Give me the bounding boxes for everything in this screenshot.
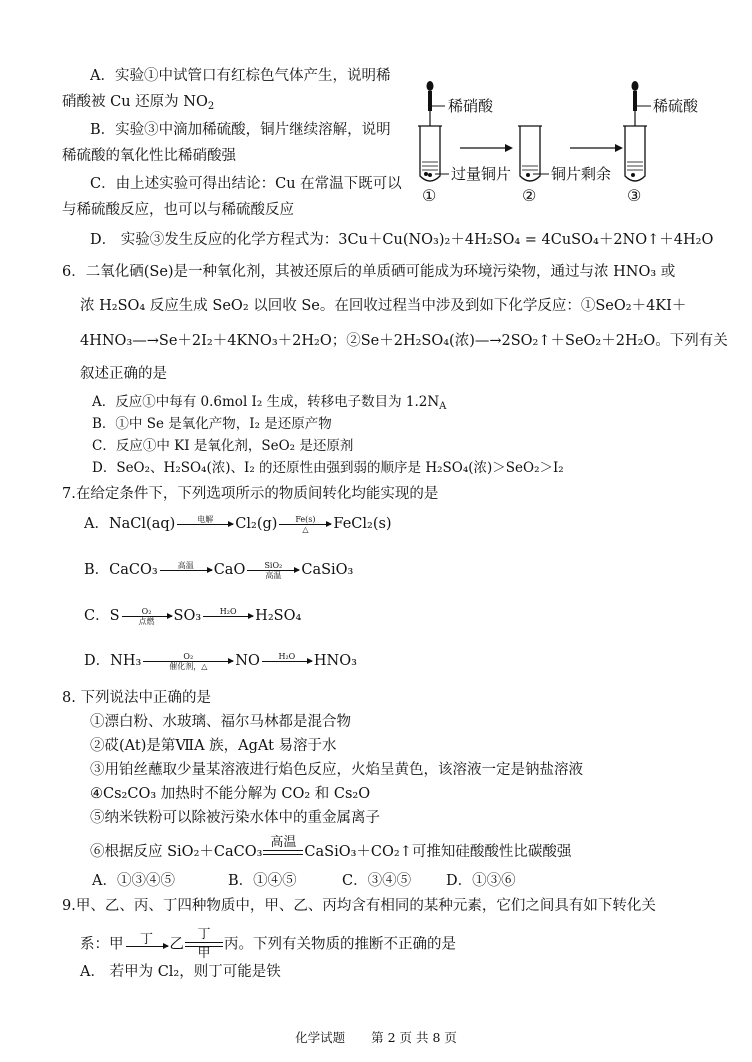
- label-tube-1: ①: [422, 186, 437, 205]
- q5-option-b-line2: 稀硫酸的氧化性比稀硝酸强: [62, 148, 236, 164]
- q9-l2-post: 丙。下列有关物质的推断不正确的是: [224, 936, 456, 953]
- q6-a-sub: A: [439, 401, 447, 412]
- q5-option-c-line1: C．由上述实验可得出结论：Cu 在常温下既可以: [90, 176, 402, 192]
- q5-a2-text: 硝酸被 Cu 还原为 NO: [62, 94, 208, 110]
- q6-option-b: B．①中 Se 是氧化产物，I₂ 是还原产物: [92, 416, 332, 432]
- q6-stem-line2: 浓 H₂SO₄ 反应生成 SeO₂ 以回收 Se。在回收过程当中涉及到如下化学反应：①SeO₂＋4KI＋: [80, 298, 687, 314]
- q5-option-a-line1: A．实验①中试管口有红棕色气体产生，说明稀: [90, 68, 391, 84]
- q8-s6-post: CaSiO₃＋CO₂↑可推知硅酸酸性比碳酸强: [304, 844, 572, 860]
- q7-d-arrow1: O₂ 催化剂，△: [143, 652, 233, 671]
- label-tube-3: ③: [627, 186, 642, 205]
- test-tube-3: [623, 126, 647, 181]
- q8-option-c: C．③④⑤: [342, 873, 412, 889]
- label-excess-copper: 过量铜片: [451, 165, 512, 183]
- label-dilute-sulfuric: 稀硫酸: [653, 97, 699, 115]
- q8-statement-1: ①漂白粉、水玻璃、福尔马林都是混合物: [90, 714, 351, 730]
- q7-b-arrow2: SiO₂ 高温: [247, 561, 299, 580]
- footer-subject: 化学试题: [295, 1030, 346, 1045]
- q7-stem: 7.在给定条件下，下列选项所示的物质间转化均能实现的是: [62, 486, 439, 502]
- q8-stem: 8. 下列说法中正确的是: [62, 690, 211, 706]
- label-dilute-nitric: 稀硝酸: [448, 97, 494, 115]
- q6-option-a: [92, 392, 446, 412]
- q7-a-pre: A．NaCl(aq): [84, 516, 176, 532]
- q8-option-b: B．①④⑤: [228, 873, 297, 889]
- q7-d-end: HNO₃: [313, 653, 357, 669]
- q7-d-pre: D．NH₃: [84, 653, 142, 669]
- q8-option-a: A．①③④⑤: [92, 873, 175, 889]
- q6-stem-line1: 6．二氧化硒(Se)是一种氧化剂，其被还原后的单质硒可能成为环境污染物，通过与浓 HNO₃ 或: [62, 264, 676, 280]
- q6-option-d: D．SeO₂、H₂SO₄(浓)、I₂ 的还原性由强到弱的顺序是 H₂SO₄(浓)＞SeO₂＞I₂: [92, 460, 564, 476]
- q8-statement-6: [90, 834, 572, 862]
- q7-a-arrow2: Fe(s) △: [279, 515, 331, 534]
- q9-l2-pre: 系：甲: [80, 936, 124, 953]
- q5-option-d: D． 实验③发生反应的化学方程式为：3Cu＋Cu(NO₃)₂＋4H₂SO₄ = 4CuSO₄＋2NO↑＋4H₂O: [90, 232, 714, 248]
- q7-d-mid: NO: [235, 653, 260, 669]
- q7-option-d: [84, 651, 357, 671]
- q7-option-b: [84, 560, 353, 580]
- q6-option-c: C．反应①中 KI 是氧化剂，SeO₂ 是还原剂: [92, 438, 354, 454]
- q7-a-mid: Cl₂(g): [235, 516, 278, 532]
- q8-statement-5: ⑤纳米铁粉可以除被污染水体中的重金属离子: [90, 810, 380, 826]
- q6-stem-line4: 叙述正确的是: [80, 366, 167, 382]
- q7-b-arrow1: 高温: [160, 561, 212, 580]
- q7-b-mid: CaO: [213, 562, 246, 578]
- footer-page-number: 第 2 页 共 8 页: [371, 1030, 457, 1045]
- q8-option-d: D．①③⑥: [446, 873, 516, 889]
- q9-arrow2: 丁 甲: [185, 928, 223, 961]
- q8-statement-3: ③用铂丝蘸取少量某溶液进行焰色反应，火焰呈黄色，该溶液一定是钠盐溶液: [90, 762, 583, 778]
- q6-a-text: A．反应①中每有 0.6mol I₂ 生成，转移电子数目为 1.2N: [92, 394, 440, 410]
- q7-c-arrow2: H₂O: [203, 607, 253, 626]
- q5-option-b-line1: B．实验③中滴加稀硫酸，铜片继续溶解，说明: [90, 122, 391, 138]
- q7-c-arrow1: O₂ 点燃: [122, 607, 172, 626]
- label-copper-left: 铜片剩余: [551, 165, 612, 183]
- q5-a2-sub: 2: [207, 101, 215, 112]
- q7-c-pre: C．S: [84, 608, 120, 624]
- q8-statement-4: ④Cs₂CO₃ 加热时不能分解为 CO₂ 和 Cs₂O: [90, 786, 371, 802]
- q7-d-arrow2: H₂O: [262, 652, 312, 671]
- q8-s6-condition: 高温: [263, 836, 303, 855]
- test-tube-1: [418, 126, 442, 181]
- q8-statement-2: ②砹(At)是第ⅦA 族，AgAt 易溶于水: [90, 738, 337, 754]
- q9-option-a: A． 若甲为 Cl₂，则丁可能是铁: [80, 964, 281, 980]
- q5-option-a-line2: [62, 92, 214, 112]
- q7-b-pre: B．CaCO₃: [84, 562, 158, 578]
- dropper-3: [632, 81, 652, 126]
- label-tube-2: ②: [522, 186, 537, 205]
- dropper-1: [427, 81, 446, 126]
- page-footer: [0, 1028, 752, 1046]
- q6-stem-line3: 4HNO₃—→Se＋2I₂＋4KNO₃＋2H₂O；②Se＋2H₂SO₄(浓)—→2SO₂↑＋SeO₂＋2H₂O。下列有关: [80, 333, 728, 349]
- q9-arrow1: 丁: [126, 933, 168, 947]
- q9-stem-line1: 9.甲、乙、丙、丁四种物质中，甲、乙、丙均含有相同的某种元素，它们之间具有如下转化关: [62, 898, 656, 914]
- q9-stem-line2: [80, 928, 456, 961]
- q5-option-c-line2: 与稀硫酸反应，也可以与稀硫酸反应: [62, 202, 294, 218]
- q9-l2-mid: 乙: [169, 936, 184, 953]
- q7-c-end: H₂SO₄: [255, 608, 302, 624]
- test-tube-2: [518, 126, 542, 181]
- q7-a-arrow1: 电解: [177, 515, 233, 534]
- q7-option-c: [84, 606, 301, 626]
- q8-s6-pre: ⑥根据反应 SiO₂＋CaCO₃: [90, 844, 263, 860]
- q7-b-end: CaSiO₃: [301, 562, 354, 578]
- q7-a-end: FeCl₂(s): [333, 516, 392, 532]
- q7-c-mid: SO₃: [173, 608, 202, 624]
- q7-option-a: [84, 514, 392, 534]
